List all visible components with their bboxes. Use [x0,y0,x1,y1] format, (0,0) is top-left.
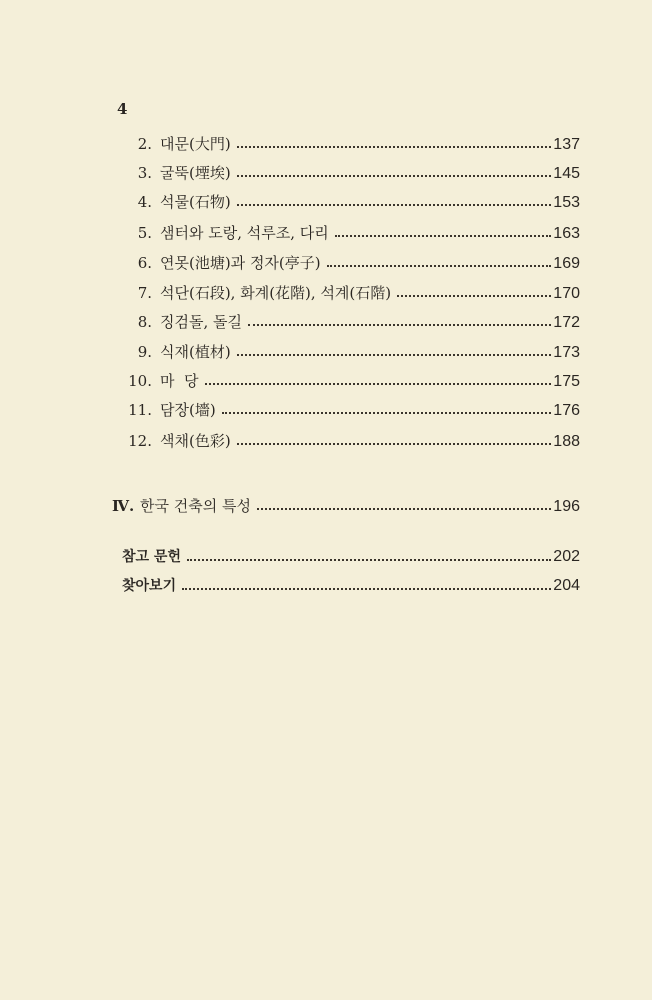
toc-chapter-entry [112,496,580,516]
toc-entry [106,134,580,154]
entry-number: 11. [128,401,152,419]
entry-number: 3. [137,164,152,182]
entry-page: 172 [553,314,580,331]
entry-title: 징검돌, 돌길 [160,313,242,331]
dot-leader [237,354,552,356]
dot-leader [222,412,552,414]
dot-leader [205,383,552,385]
entry-page: 153 [553,194,580,211]
entry-page: 170 [553,285,580,302]
page-number: 4 [117,100,128,118]
toc-entry [106,192,580,212]
entry-number: 12. [128,432,152,450]
toc-entry [106,342,580,362]
chapter-page: 196 [553,498,580,515]
entry-title: 연못(池塘)과 정자(亭子) [160,254,321,272]
entry-number: 5. [137,224,152,242]
entry-title: 대문(大門) [160,135,231,153]
entry-title: 석물(石物) [160,193,231,211]
dot-leader [237,146,552,148]
dot-leader [237,443,552,445]
entry-title: 샘터와 도랑, 석루조, 다리 [160,224,329,242]
entry-number: 2. [137,135,152,153]
index-page: 204 [553,577,580,594]
dot-leader [237,175,552,177]
entry-number: 6. [137,254,152,272]
entry-page: 145 [553,165,580,182]
dot-leader [182,588,551,590]
toc-entry [106,163,580,183]
entry-page: 176 [553,402,580,419]
entry-page: 169 [553,255,580,272]
entry-number: 9. [137,343,152,361]
entry-page: 163 [553,225,580,242]
chapter-title: 한국 건축의 특성 [140,497,251,515]
toc-entry [106,283,580,303]
dot-leader [397,295,551,297]
toc-entry [106,223,580,243]
toc-back-matter-entry [122,576,580,596]
chapter-number: Ⅳ. [112,497,135,515]
entry-title: 석단(石段), 화계(花階), 석계(石階) [160,284,392,302]
index-title: 찾아보기 [122,578,177,594]
toc-entry [106,431,580,451]
dot-leader [248,324,551,326]
entry-title: 색채(色彩) [160,432,231,450]
entry-page: 173 [553,344,580,361]
toc-back-matter-entry [122,547,580,567]
entry-title: 식재(植材) [160,343,231,361]
references-title: 참고 문헌 [122,549,181,565]
entry-number: 4. [137,193,152,211]
toc-entry [106,253,580,273]
dot-leader [327,265,552,267]
dot-leader [187,559,551,561]
entry-page: 137 [553,136,580,153]
entry-number: 7. [137,284,152,302]
dot-leader [237,204,552,206]
entry-title: 굴뚝(堙埃) [160,164,231,182]
dot-leader [335,235,552,237]
toc-entry [106,312,580,332]
toc-entry [106,400,580,420]
entry-title: 마 당 [160,372,199,390]
references-page: 202 [553,548,580,565]
entry-page: 188 [553,433,580,450]
entry-number: 8. [137,313,152,331]
dot-leader [257,508,551,510]
entry-title: 담장(墻) [160,401,216,419]
entry-page: 175 [553,373,580,390]
entry-number: 10. [128,372,152,390]
toc-entry [106,371,580,391]
